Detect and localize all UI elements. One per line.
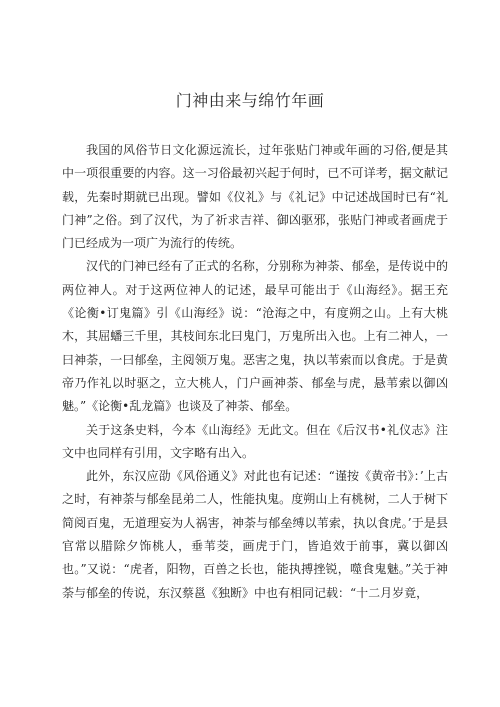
document-body xyxy=(62,139,448,605)
document-title: 门神由来与绵竹年画 xyxy=(175,91,325,110)
paragraph-3: 关于这条史料，今本《山海经》无此文。但在《后汉书•礼仪志》注文中也同样有引用，文字略有出入。 xyxy=(62,422,448,460)
paragraph-1: 我国的风俗节日文化源远流长，过年张贴门神或年画的习俗,便是其中一项很重要的内容。这一习俗最初兴起于何时，已不可详考，据文献记载，先秦时期就已出现。譬如《仪礼》与《礼记》中记述战国时已有“礼门神”之俗。到了汉代，为了祈求吉祥、御凶驱邪，张贴门神或者画虎于门已经成为一项广为流行的传统。 xyxy=(62,143,448,251)
paragraph-2: 汉代的门神已经有了正式的名称，分别称为神荼、郁垒，是传说中的两位神人。对于这两位神人的记述，最早可能出于《山海经》。据王充《论衡•订鬼篇》引《山海经》说：“沧海之中，有度朔之山。上有大桃木，其屈蟠三千里，其枝间东北曰鬼门，万鬼所出入也。上有二神人，一曰神荼，一曰郁垒，主阅领万鬼。恶害之鬼，执以苇索而以食虎。于是黄帝乃作礼以时驱之，立大桃人，门户画神荼、郁垒与虎，悬苇索以御凶魅。”《论衡•乱龙篇》也谈及了神荼、郁垒。 xyxy=(62,259,448,414)
paragraph-4: 此外，东汉应劭《风俗通义》对此也有记述：“谨按《黄帝书》：’上古之时，有神荼与郁垒昆弟二人，性能执鬼。度朔山上有桃树，二人于树下简阅百鬼，无道理妄为人祸害，神荼与郁垒缚以苇索，执以食虎。’于是县官常以腊除夕饰桃人，垂苇茭，画虎于门，皆追效于前事，冀以御凶也。”又说：“虎者，阳物，百兽之长也，能执搏挫锐，噬食鬼魅。”关于神荼与郁垒的传说，东汉蔡邕《独断》中也有相同记载：“十二月岁竟， xyxy=(62,469,448,600)
